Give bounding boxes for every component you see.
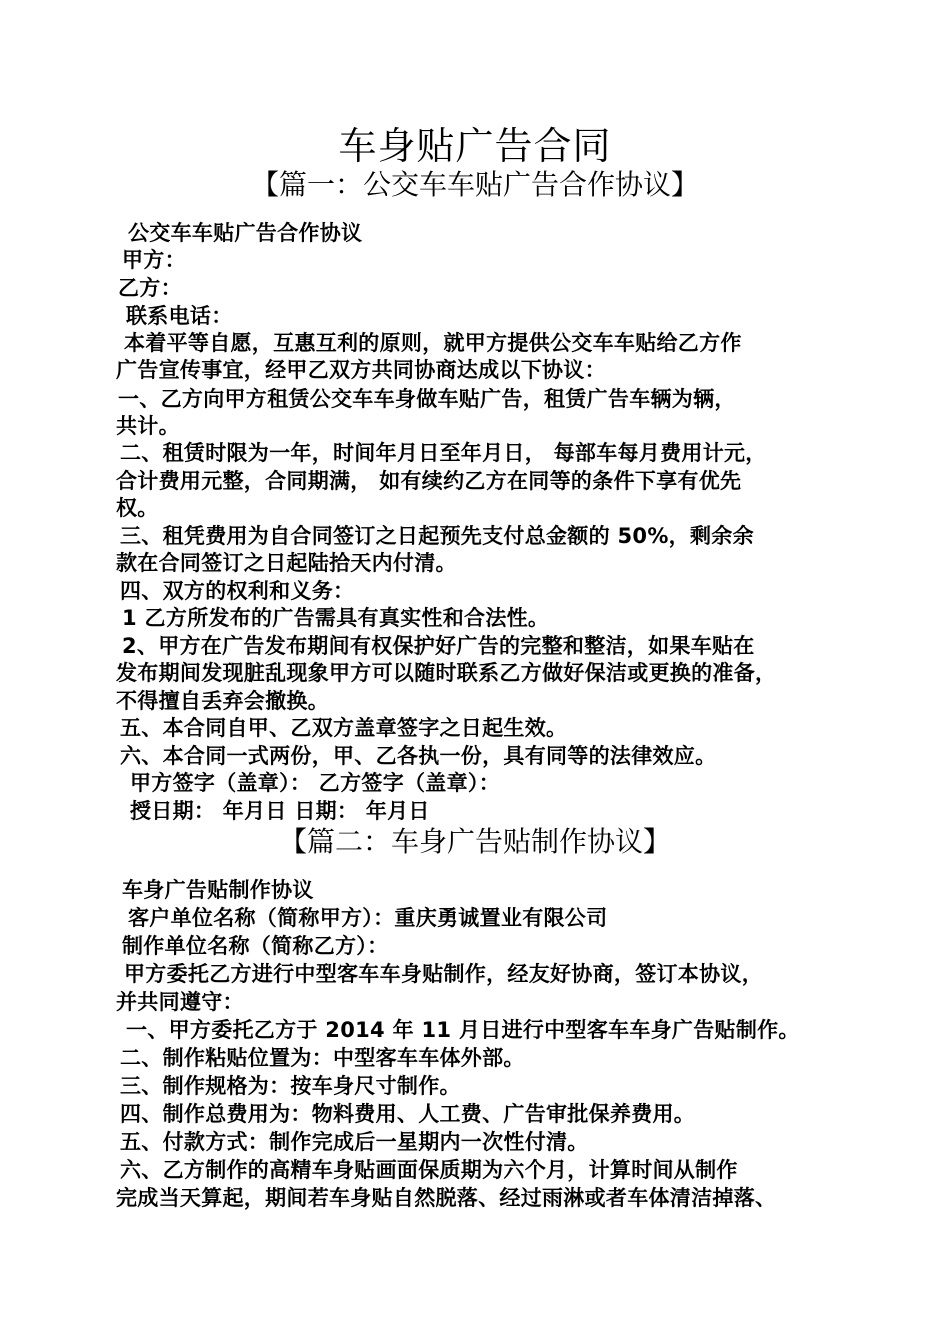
- s1-line: 款在合同签订之日起陆拾天内付清。: [116, 551, 457, 575]
- s1-line: 广告宣传事宜，经甲乙双方共同协商达成以下协议：: [116, 358, 606, 382]
- s1-line: 乙方：: [118, 276, 182, 300]
- s2-line: 甲方委托乙方进行中型客车车身贴制作，经友好协商，签订本协议，: [124, 962, 763, 986]
- s2-line: 一、甲方委托乙方于 2014 年 11 月日进行中型客车车身广告贴制作。: [126, 1018, 800, 1042]
- section-1-heading: 【篇一：公交车车贴广告合作协议】: [250, 168, 699, 201]
- s2-line: 完成当天算起，期间若车身贴自然脱落、经过雨淋或者车体清洁掉落、: [116, 1186, 777, 1210]
- s1-line: 五、本合同自甲、乙双方盖章签字之日起生效。: [120, 716, 568, 740]
- s2-line: 制作单位名称（简称乙方）：: [122, 934, 389, 958]
- s1-line: 不得擅自丢弃会撤换。: [116, 689, 329, 713]
- s1-line: 共计。: [116, 414, 180, 438]
- s2-line: 并共同遵守：: [116, 990, 244, 1014]
- s2-line: 二、制作粘贴位置为：中型客车车体外部。: [120, 1046, 525, 1070]
- s2-line: 五、付款方式：制作完成后一星期内一次性付清。: [120, 1130, 589, 1154]
- s1-line: 合计费用元整，合同期满， 如有续约乙方在同等的条件下享有优先: [116, 469, 742, 493]
- section-2-heading: 【篇二：车身广告贴制作协议】: [278, 825, 671, 858]
- s2-line: 车身广告贴制作协议: [122, 878, 314, 902]
- s1-line: 公交车车贴广告合作协议: [128, 221, 363, 245]
- s2-line: 客户单位名称（简称甲方）：重庆勇诚置业有限公司: [128, 906, 608, 930]
- s1-date-line: 授日期： 年月日 日期： 年月日: [130, 799, 430, 823]
- s1-line: 权。: [116, 496, 159, 520]
- s1-line: 四、双方的权利和义务：: [120, 579, 355, 603]
- s1-line: 2、甲方在广告发布期间有权保护好广告的完整和整洁，如果车贴在: [122, 634, 755, 658]
- s2-line: 三、制作规格为：按车身尺寸制作。: [120, 1074, 461, 1098]
- s1-line: 联系电话：: [126, 304, 233, 328]
- s1-line: 本着平等自愿，互惠互利的原则，就甲方提供公交车车贴给乙方作: [124, 331, 742, 355]
- s1-line: 发布期间发现脏乱现象甲方可以随时联系乙方做好保洁或更换的准备，: [116, 661, 777, 685]
- document-title: 车身贴广告合同: [338, 124, 612, 168]
- s1-signature-line: 甲方签字（盖章）： 乙方签字（盖章）：: [130, 771, 501, 795]
- s1-line: 三、租凭费用为自合同签订之日起预先支付总金额的 50%，剩余余: [120, 524, 754, 548]
- s2-line: 四、制作总费用为：物料费用、人工费、广告审批保养费用。: [120, 1102, 696, 1126]
- s1-line: 六、本合同一式两份，甲、乙各执一份，具有同等的法律效应。: [120, 744, 717, 768]
- s1-line: 二、租赁时限为一年，时间年月日至年月日， 每部车每月费用计元，: [120, 441, 767, 465]
- s2-line: 六、乙方制作的高精车身贴画面保质期为六个月，计算时间从制作: [120, 1158, 738, 1182]
- s1-line: 1 乙方所发布的广告需具有真实性和合法性。: [122, 606, 550, 630]
- s1-line: 一、乙方向甲方租赁公交车车身做车贴广告，租赁广告车辆为辆，: [118, 387, 736, 411]
- s1-line: 甲方：: [122, 248, 186, 272]
